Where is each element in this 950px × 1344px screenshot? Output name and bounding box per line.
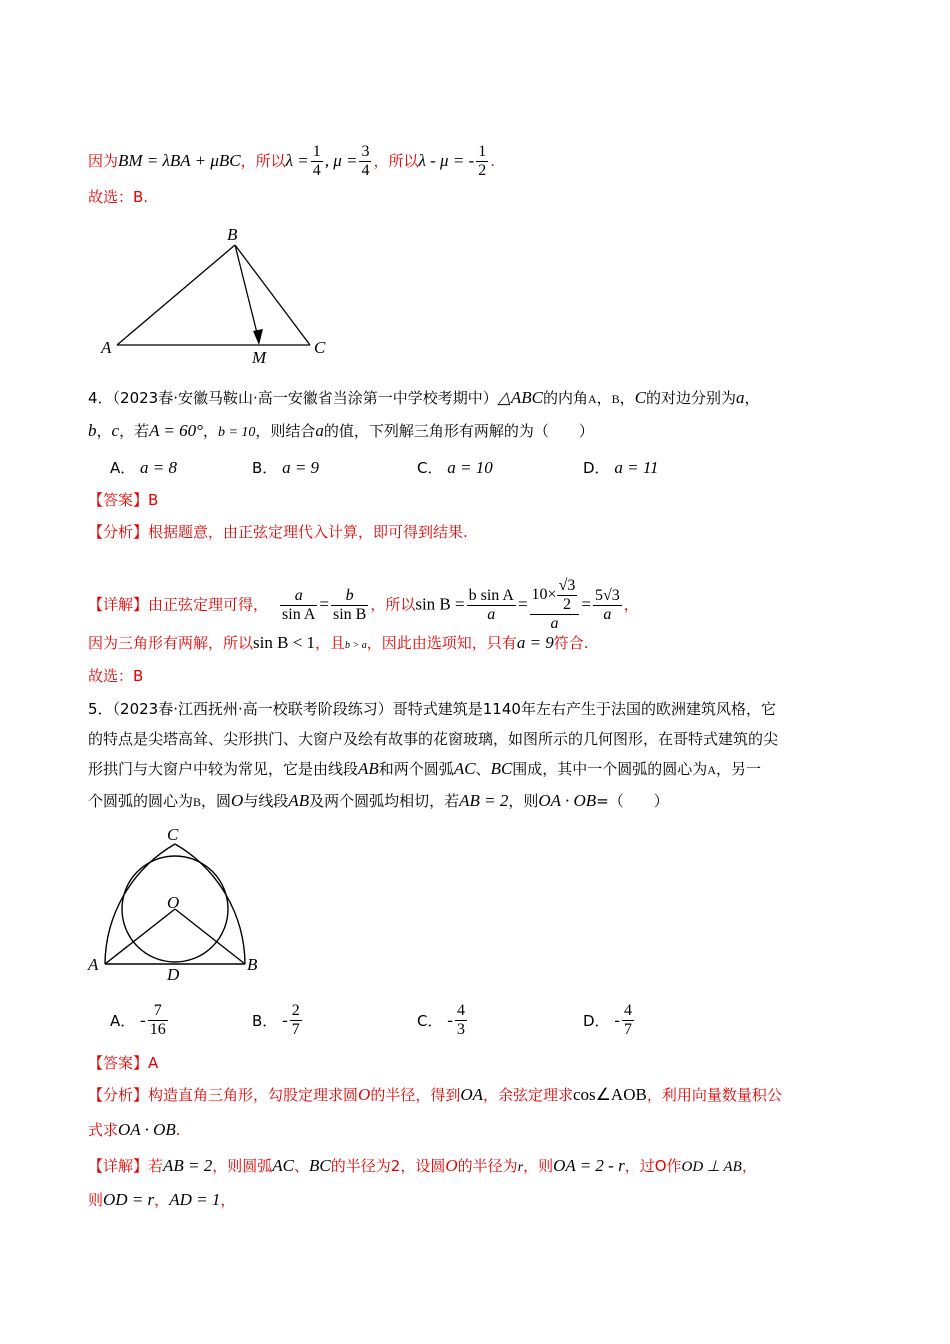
q5-answer: 【答案】A bbox=[88, 1054, 159, 1072]
fraction-1-4: $\frac{1}{4}$ bbox=[312, 143, 321, 179]
fraction-a-over-sina: $\frac{a}{\text{sin A}}$ bbox=[282, 586, 316, 623]
q5-detail-line1: 【详解】若AB = 2，则圆弧AC、BC的半径为2，设圆O的半径为r，则OA = 2 - r，过O作OD ⊥ AB， bbox=[88, 1156, 757, 1175]
fraction-bsina-over-a: $\frac{\text{b sin A}}{a}$ bbox=[468, 586, 514, 623]
segment-bc bbox=[235, 245, 310, 345]
q5-analysis-line2: 式求OA · OB. bbox=[88, 1120, 181, 1139]
q4-option-a[interactable]: A． a = 8 bbox=[110, 458, 178, 477]
segment-ob bbox=[175, 909, 245, 964]
q4-option-c[interactable]: C． a = 10 bbox=[417, 458, 493, 477]
fraction-5root3-over-a: $\frac{5√3}{a}$ bbox=[594, 586, 620, 623]
gothic-arch-figure bbox=[85, 822, 270, 987]
label-b: B bbox=[227, 225, 238, 244]
label-d: D bbox=[167, 965, 180, 984]
label-a: A bbox=[101, 338, 112, 357]
fraction-1-2: $\frac{1}{2}$ bbox=[478, 143, 487, 179]
label-a: A bbox=[88, 955, 99, 974]
question-number: 4． bbox=[88, 389, 113, 407]
q5-option-b[interactable]: B． - $\frac{2}{7}$ bbox=[252, 1002, 300, 1038]
label-b: B bbox=[247, 955, 258, 974]
q4-choice: 故选：B bbox=[88, 667, 144, 685]
q4-detail-line2: 因为三角形有两解，所以sin B < 1，且b > a，因此由选项知，只有a = 9符合. bbox=[88, 633, 589, 652]
solution-line-bm: 因为BM = λBA + μBC，所以λ = $\frac{1}{4}$ , μ = $\frac{3}{4}$ ，所以λ - μ = - $\frac{1}{2}$ . bbox=[88, 143, 495, 179]
q5-option-d[interactable]: D． - $\frac{4}{7}$ bbox=[583, 1002, 633, 1038]
q5-option-c[interactable]: C． - $\frac{4}{3}$ bbox=[417, 1002, 465, 1038]
text: ，所以 bbox=[240, 152, 286, 170]
q5-stem-line3: 形拱门与大窗户中较为常见，它是由线段AB和两个圆弧AC、BC围成，其中一个圆弧的圆心为A，另一 bbox=[88, 759, 761, 778]
b-value: b = 10 bbox=[217, 425, 256, 440]
q4-option-d[interactable]: D． a = 11 bbox=[583, 458, 659, 477]
mu-label: , μ = bbox=[324, 151, 358, 170]
q4-stem-line2: b，c，若A = 60°，b = 10，则结合a的值，下列解三角形有两解的为（ ） bbox=[88, 421, 594, 440]
q5-detail-line2: 则OD = r，AD = 1， bbox=[88, 1190, 236, 1209]
label-c: C bbox=[167, 825, 179, 844]
arc-ac bbox=[105, 844, 175, 964]
text: 因为 bbox=[88, 152, 119, 170]
fraction-3-4: $\frac{3}{4}$ bbox=[361, 143, 370, 179]
fraction-b-over-sinb: $\frac{b}{\text{sin B}}$ bbox=[332, 586, 367, 623]
lambda-label: λ = bbox=[285, 151, 309, 170]
label-o: O bbox=[167, 893, 180, 912]
angle-a: A = 60° bbox=[149, 421, 203, 440]
fraction-10-root3-half: 10× $\frac{√3}{2}$ a bbox=[530, 577, 580, 633]
q4-stem-line1: 4．（2023春·安徽马鞍山·高一安徽省当涂第一中学校考期中）△ABC的内角A，B，C的对边分别为a， bbox=[88, 388, 760, 407]
lambda-minus-mu: λ - μ = - bbox=[418, 151, 475, 170]
question-source: （2023春·安徽马鞍山·高一安徽省当涂第一中学校考期中） bbox=[112, 389, 498, 407]
segment-ab bbox=[117, 245, 235, 345]
triangle-abc: △ABC bbox=[497, 388, 543, 407]
q5-analysis-line1: 【分析】构造直角三角形，勾股定理求圆O的半径，得到OA，余弦定理求cos∠AOB，利用向量数量积公 bbox=[88, 1085, 782, 1104]
q4-analysis: 【分析】根据题意，由正弦定理代入计算，即可得到结果. bbox=[88, 523, 468, 541]
q5-option-a[interactable]: A． - $\frac{7}{16}$ bbox=[110, 1002, 166, 1038]
segment-oa bbox=[105, 909, 175, 964]
q4-answer: 【答案】B bbox=[88, 491, 159, 509]
vector-bm bbox=[235, 245, 259, 341]
q5-stem-line1: 5．（2023春·江西抚州·高一校联考阶段练习）哥特式建筑是1140年左右产生于法国的欧洲建筑风格，它 bbox=[88, 700, 776, 718]
vector-equation: BM = λBA + μBC bbox=[118, 151, 241, 170]
label-c: C bbox=[314, 338, 326, 357]
text: ，所以 bbox=[373, 152, 419, 170]
q5-stem-line2: 的特点是尖塔高耸、尖形拱门、大窗户及绘有故事的花窗玻璃，如图所示的几何图形，在哥特式建筑的尖 bbox=[88, 730, 779, 748]
q4-detail-line1: 【详解】由正弦定理可得， $\frac{a}{\text{sin A}}$ = $\frac{b}{\text{sin B}}$ ，所以sin B = $\frac{\text{b sin A}}{a}$ = 10× $\frac{√3}{2}$ a = $\frac{5√3}{a}$ ， bbox=[88, 577, 639, 632]
triangle-figure bbox=[95, 225, 345, 370]
q5-stem-line4: 个圆弧的圆心为B，圆O与线段AB及两个圆弧均相切，若AB = 2，则OA · OB=（ ） bbox=[88, 791, 669, 810]
arc-bc bbox=[175, 844, 245, 964]
label-m: M bbox=[252, 348, 267, 367]
answer-choice-line: 故选：B. bbox=[88, 188, 149, 206]
arrowhead bbox=[253, 329, 263, 345]
q4-option-b[interactable]: B． a = 9 bbox=[252, 458, 320, 477]
